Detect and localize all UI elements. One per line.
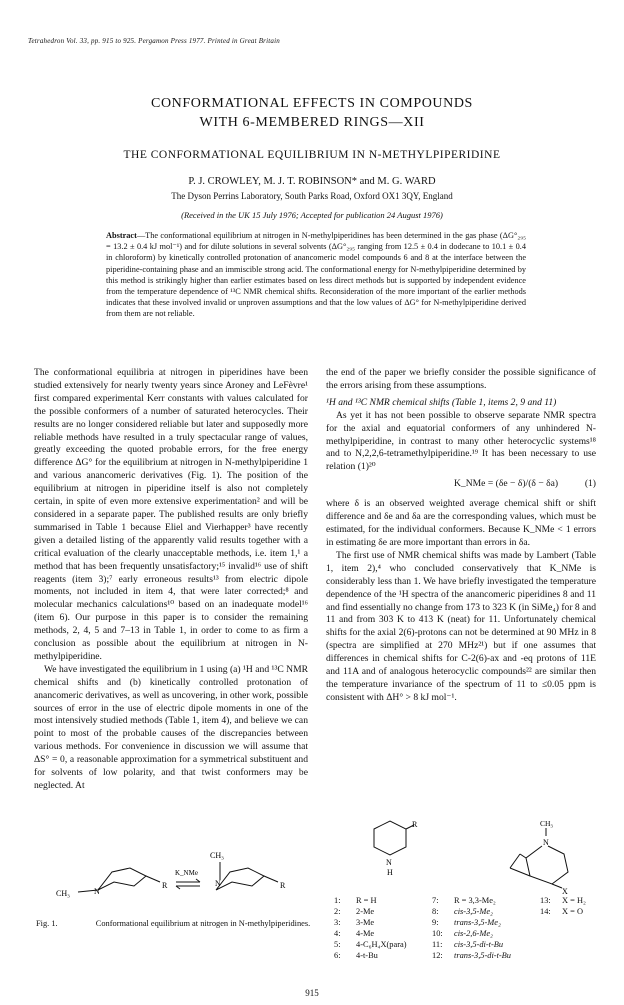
figure-label: Fig. 1. bbox=[36, 919, 58, 928]
equilibrium-arrows bbox=[176, 879, 200, 889]
compound-entry: 11: cis-3,5-di-t-Bu bbox=[432, 940, 504, 949]
abstract-text: —The conformational equilibrium at nitrogen in N-methylpiperidines has been determined in the gas phase (ΔG°₂₉₅ = 13.2 ± 0.4 kJ mol⁻¹) and for dilute solutions in several solvents (ΔG°₂₉₅ ranging from 12.5 ± 0.4 in dodecane to 10.1 ± 0.4 in chloroform) by kinetically controlled protonation of anancomeric model compounds 6 and 8 at the interface between the piperidine-containing phase and an immiscible strong acid. The conformational energy for N-methylpiperidine determined by this method is strikingly higher than earlier estimates based on less direct methods but is supported by independent evidence from the temperature dependence of ¹³C NMR chemical shifts. Reconsideration of the more important of the earlier methods indicates that these involved invalid or unproven assumptions and that the low values of ΔG° for N-methylpiperidine derived from them are not reliable. bbox=[106, 231, 526, 319]
figure-caption bbox=[36, 919, 318, 930]
compound-entry: 9: trans-3,5-Me₂ bbox=[432, 918, 501, 927]
compound-entry: 3: 3-Me bbox=[334, 918, 375, 927]
abstract-label: Abstract bbox=[106, 231, 137, 240]
equation-1 bbox=[326, 478, 596, 492]
compound-entry: 14: X = O bbox=[540, 907, 584, 916]
figure-1-equilibrium bbox=[56, 846, 310, 918]
compound-entry: 4: 4-Me bbox=[334, 929, 375, 938]
compound-list-2 bbox=[432, 895, 511, 961]
compound-entry: 6: 4-t-Bu bbox=[334, 951, 378, 960]
journal-header: Tetrahedron Vol. 33, pp. 915 to 925. Pergamon Press 1977. Printed in Great Britain bbox=[28, 37, 280, 45]
author-line: P. J. CROWLEY, M. J. T. ROBINSON* and M. G. WARD bbox=[188, 176, 436, 187]
affiliation: The Dyson Perrins Laboratory, South Parks Road, Oxford OX1 3QY, England bbox=[171, 191, 453, 201]
compound-entry: 13: X = H₂ bbox=[540, 896, 586, 905]
page-number: 915 bbox=[305, 988, 319, 998]
equation-formula: K_NMe = (δe − δ)/(δ − δa) bbox=[454, 478, 559, 490]
methyl-label-2: CH₃ bbox=[210, 851, 224, 860]
methyl-label-1: CH₃ bbox=[56, 889, 70, 898]
k-label: K_NMe bbox=[175, 869, 198, 877]
figure-caption-text: Conformational equilibrium at nitrogen in N-methylpiperidines. bbox=[95, 919, 311, 928]
right-column bbox=[326, 367, 596, 705]
paper-subtitle: THE CONFORMATIONAL EQUILIBRIUM IN N-METHYLPIPERIDINE bbox=[123, 149, 501, 161]
structure-equatorial bbox=[78, 868, 160, 892]
r-label-2: R bbox=[280, 881, 286, 890]
structure-axial bbox=[216, 862, 278, 890]
compound-list-3 bbox=[540, 895, 586, 917]
left-column bbox=[34, 367, 308, 793]
paper-title-line-1: CONFORMATIONAL EFFECTS IN COMPOUNDS bbox=[151, 96, 473, 111]
right-paragraph-3: The first use of NMR chemical shifts was made by Lambert (Table 1, item 2),⁴ who concluded conservatively that K_NMe is considerably less than 1. We have briefly investigated the temperature dependence of the ¹H spectra of the anancomeric piperidines 8 and 11 and find essentially no change from 173 to 323 K (in SiMe₄) for 8 and 11 and from 303 K to 413 K (neat) for 11. Unfortunately chemical shifts for the axial 2(6)-protons can not be determined at 90 MHz in 8 (spectra are simplified at 270 MHz²¹) but if one assumes that differences in chemical shifts for C-2(6)-ax and -eq protons of 11E and 11A and of analogous heterocyclic compounds²² are similar then the temperature invariance of the spectrum of 11 to ≤0.05 ppm is consistent with ΔH° > 8 kJ mol⁻¹. bbox=[326, 549, 596, 703]
paper-title-line-2: WITH 6-MEMBERED RINGS—XII bbox=[199, 115, 425, 130]
abstract bbox=[106, 230, 526, 320]
hydrogen-label: H bbox=[387, 868, 393, 877]
compound-entry: 1: R = H bbox=[334, 896, 377, 905]
right-paragraph-2: where δ is an observed weighted average chemical shift or shift difference and δe and δa are the corresponding values, which must be estimated, for the individual conformers. Because K_NMe < 1 errors in estimating δe are more important than errors in δa. bbox=[326, 498, 596, 548]
piperidine-structure bbox=[360, 815, 420, 877]
x-label: X bbox=[562, 887, 568, 896]
nitrogen-label-1: N bbox=[94, 887, 100, 896]
right-intro: the end of the paper we briefly consider the possible significance of the errors arising from these assumptions. bbox=[326, 367, 596, 391]
section-heading: ¹H and ¹³C NMR chemical shifts (Table 1, items 2, 9 and 11) bbox=[326, 396, 557, 408]
equation-number: (1) bbox=[584, 478, 596, 490]
compound-entry: 8: cis-3,5-Me₂ bbox=[432, 907, 493, 916]
r-label-3: R bbox=[412, 820, 418, 829]
nitrogen-label-4: N bbox=[543, 838, 549, 847]
bicyclic-structure bbox=[490, 818, 600, 896]
left-paragraph-2: We have investigated the equilibrium in 1 using (a) ¹H and ¹³C NMR chemical shifts and (b) kinetically controlled protonation of anancomeric derivatives, as well as uncovering, in other work, possible sources of error in the use of electric dipole moments in one of the most intensively studied methods (Table 1, item 4), and believe we can point to most of the probable causes of the discrepancies between various methods. For convenience in discussion we will assume that ΔS° = 0, a reasonable approximation for a symmetrical substituent and for solvents of low polarity, and that twist conformers may be neglected. At bbox=[34, 663, 308, 791]
received-dates: (Received in the UK 15 July 1976; Accepted for publication 24 August 1976) bbox=[181, 210, 443, 220]
compound-entry: 2: 2-Me bbox=[334, 907, 375, 916]
compound-entry: 7: R = 3,3-Me₂ bbox=[432, 896, 496, 905]
compound-entry: 12: trans-3,5-di-t-Bu bbox=[432, 951, 511, 960]
compound-entry: 5: 4-C₆H₄X(para) bbox=[334, 940, 407, 949]
compound-entry: 10: cis-2,6-Me₂ bbox=[432, 929, 493, 938]
methyl-label-3: CH₃ bbox=[540, 819, 554, 828]
nitrogen-label-3: N bbox=[386, 858, 392, 867]
nitrogen-label-2: N bbox=[215, 879, 221, 888]
right-paragraph-1: As yet it has not been possible to observe separate NMR spectra for the axial and equatorial conformers of any unhindered N-methylpiperidine, in contrast to many other heterocyclic systems¹⁸ and to N,2,2,6-tetramethylpiperidine.¹⁹ It has been necessary to use relation (1)²⁰ bbox=[326, 409, 596, 473]
left-paragraph-1: The conformational equilibria at nitrogen in piperidines have been studied extensively for nearly twenty years since Aroney and LeFèvre¹ first compared experimental Kerr constants with values calculated for the possible conformers of a number of saturated heterocycles. Their results are no longer considered reliable but later and supposedly more reliable methods have resulted in a truly spectacular range of values, greatly exceeding the quoted probable errors, for the free energy difference ΔG° for the equilibrium at nitrogen in N-methylpiperidine 1 and various anancomeric derivatives (Fig. 1). The position of the equilibrium at nitrogen in piperidine itself is also not completely certain, in spite of even more extensive experimentation² and will be considered in a separate paper. The published results are only briefly summarised in Table 1 because Eliel and Vierhapper³ have recently given a detailed listing of the apparently valid results together with a critical evaluation of the clearly unacceptable methods, i.e. item 1,¹ a method that has been frequently unsatisfactory;¹⁵ invalid¹⁶ use of shift reagents (item 3);⁷ early erroneous results¹³ from electric dipole moments, not included in item 4, that were later corrected;⁸ and molecular mechanics calculations¹⁰ based on an inadequate model¹⁶ (item 6). Our purpose in this paper is to consider the remaining methods, 2, 4, 5 and 7–13 in Table 1, in order to come to as firm a conclusion as possible about the equilibrium at nitrogen in N-methylpiperidine. bbox=[34, 367, 308, 662]
r-label-1: R bbox=[162, 881, 168, 890]
compound-list-1 bbox=[334, 895, 407, 961]
